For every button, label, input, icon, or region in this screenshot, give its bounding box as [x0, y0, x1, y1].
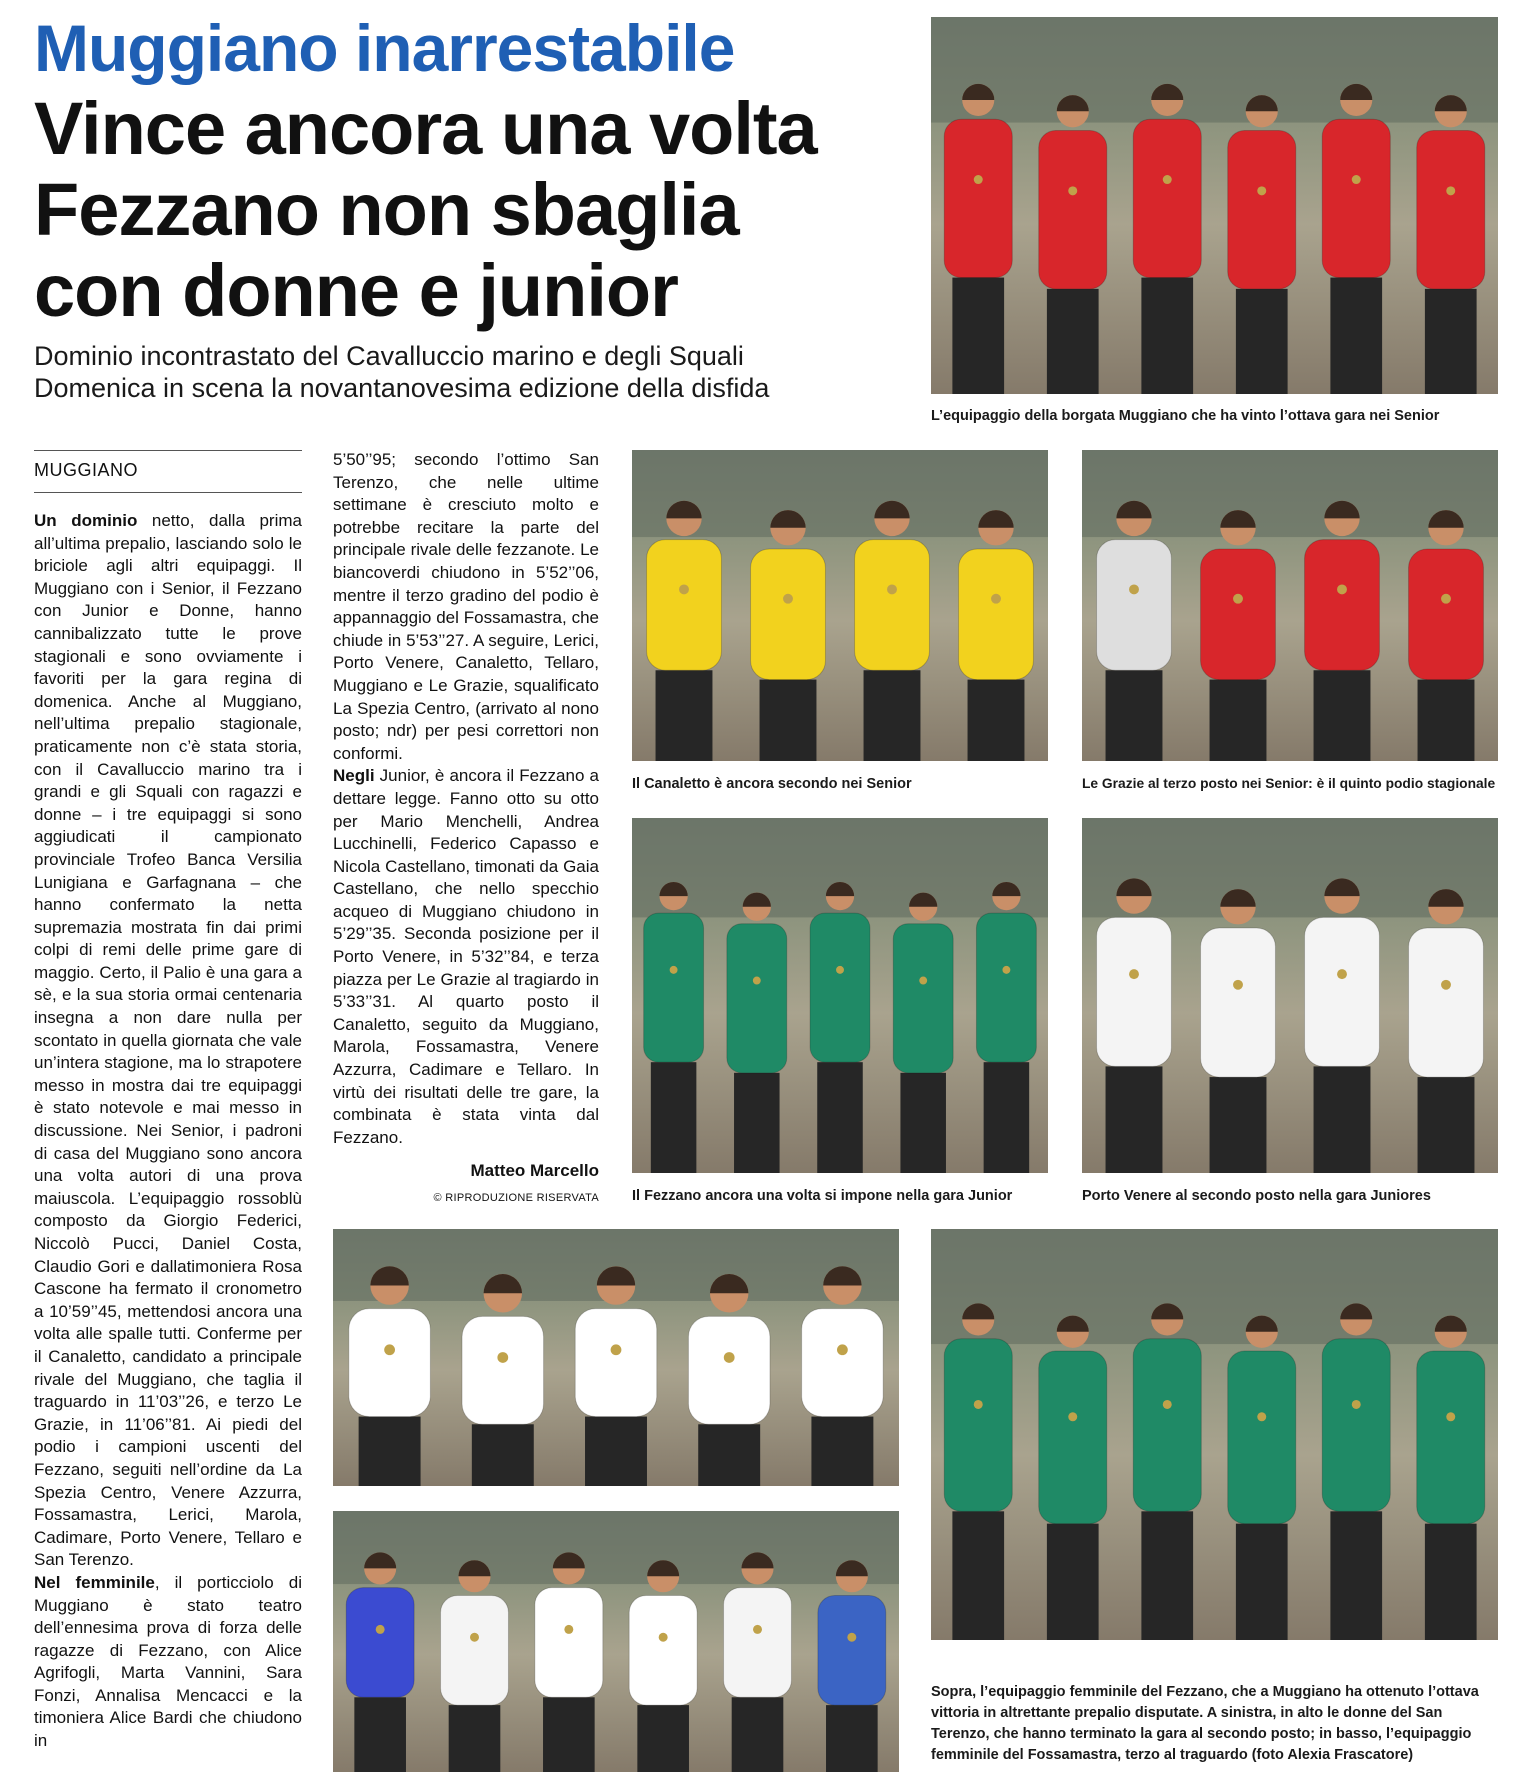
paragraph-body: netto, dalla prima all’ultima prepalio, lasciando solo le briciole agli altri equipaggi. Il Muggiano con i Senior, il Fezzano con Junior e Donne, hanno cannibalizzato tutte le prove stagionali e sono ovviamente i favoriti per la gara regina di domenica. Anche al Muggiano, nell’ultima prepalio stagionale, praticamente non c’è stata storia, con il Cavalluccio marino tra i grandi e gli Squali con ragazzi e donne – i tre equipaggi si sono aggiudicati il campionato provinciale Trofeo Banca Versilia Lunigiana e Garfagnana – che hanno confermato la netta supremazia mostrata fin dai primi colpi di remi delle prime gare di maggio. Certo, il Palio è una gara a sè, e la sua storia ormai centenaria insegna a non dare nulla per scontato in quella giornata che vale un’intera stagione, ma lo strapotere messo in mostra dai tre equipaggi è stato notevole e mai messo in discussione. Nei Senior, i padroni di casa del Muggiano sono ancora una volta autori di una prova maiuscola. L’equipaggio rossoblù composto da Giorgio Federici, Niccolò Pucci, Daniel Costa, Claudio Gori e dallatimoniera Rosa Cascone ha fermato il cronometro a 10’59’’45, mettendosi ancora una volta alle spalle tutti. Conferme per il Canaletto, candidato a principale rivale del Muggiano, che taglia il traguardo in 11’03’’26, e terzo Le Grazie, in 11’06’’81. Ai piedi del podio i campioni uscenti del Fezzano, seguiti nell’ordine da La Spezia Centro, Venere Azzurra, Fossamastra, Lerici, Marola, Cadimare, Porto Venere, Tellaro e San Terenzo. — [34, 511, 302, 1570]
caption-canaletto-senior: Il Canaletto è ancora secondo nei Senior — [632, 776, 912, 792]
person-figure — [1133, 1303, 1201, 1640]
person-figure — [629, 1560, 697, 1772]
article-location: MUGGIANO — [34, 460, 139, 480]
article-byline: Matteo Marcello — [470, 1161, 599, 1180]
photo-illustration — [333, 1229, 899, 1486]
person-figure — [441, 1560, 509, 1772]
person-figure — [1201, 510, 1276, 761]
person-figure — [346, 1552, 414, 1772]
person-figure — [976, 882, 1036, 1173]
person-figure — [1322, 84, 1390, 394]
location-rule-bottom — [34, 492, 302, 493]
paragraph-lead: Nel femminile — [34, 1572, 155, 1592]
location-rule-top — [34, 450, 302, 451]
headline-line-1: Vince ancora una volta — [34, 87, 817, 170]
caption-women-line-1: Sopra, l’equipaggio femminile del Fezzano, che a Muggiano ha ottenuto l’ottava — [931, 1684, 1479, 1700]
photo-illustration — [333, 1511, 899, 1772]
photo-santerenzo-women — [333, 1229, 899, 1486]
article-column-2 — [333, 449, 599, 1149]
photo-fezzano-women — [931, 1229, 1498, 1640]
person-figure — [959, 510, 1034, 761]
photo-illustration — [632, 450, 1048, 761]
person-figure — [818, 1560, 886, 1772]
person-figure — [893, 893, 953, 1173]
paragraph-body: , il porticciolo di Muggiano è stato teatro dell’ennesima prova di forza delle ragazze di Fezzano, con Alice Agrifogli, Marta Vannini, Sara Fonzi, Annalisa Mencacci e la timoniera Alice Bardi che chiudono in — [34, 1572, 302, 1751]
photo-illustration — [931, 1229, 1498, 1640]
person-figure — [535, 1552, 603, 1772]
photo-illustration — [1082, 818, 1498, 1173]
person-figure — [944, 84, 1012, 394]
photo-portovenere-junior — [1082, 818, 1498, 1173]
person-figure — [1322, 1303, 1390, 1640]
caption-portovenere-junior: Porto Venere al secondo posto nella gara Juniores — [1082, 1188, 1431, 1204]
person-figure — [724, 1552, 792, 1772]
person-figure — [727, 893, 787, 1173]
article-headline — [34, 88, 934, 331]
photo-muggiano-senior — [931, 17, 1498, 394]
person-figure — [751, 510, 826, 761]
person-figure — [1201, 889, 1276, 1173]
headline-line-3: con donne e junior — [34, 249, 678, 332]
person-figure — [688, 1274, 770, 1486]
subhead-line-2: Domenica in scena la novantanovesima edizione della disfida — [34, 373, 770, 403]
paragraph-body: Junior, è ancora il Fezzano a dettare legge. Fanno otto su otto per Mario Menchelli, Andrea Lucchinelli, Federico Capasso e Nicola Castellano, timonati da Gaia Castellano, che nello specchio acqueo di Muggiano chiudono in 5’29’’35. Seconda posizione per il Porto Venere, in 5’32’’84, e terza piazza per Le Grazie al tragiardo in 5’33’’31. Al quarto posto il Canaletto, seguito da Muggiano, Marola, Fossamastra, Venere Azzurra, Cadimare e Tellaro. In virtù dei risultati delle tre gare, la combinata è stata vinta dal Fezzano. — [333, 766, 599, 1147]
article-column-1 — [34, 510, 302, 1753]
caption-women-line-2: vittoria in altrettante prepalio disputate. A sinistra, in alto le donne del San — [931, 1705, 1443, 1721]
photo-illustration — [632, 818, 1048, 1173]
photo-canaletto-senior — [632, 450, 1048, 761]
person-figure — [1097, 878, 1172, 1173]
person-figure — [644, 882, 704, 1173]
person-figure — [1409, 889, 1484, 1173]
person-figure — [462, 1274, 544, 1486]
person-figure — [1305, 878, 1380, 1173]
caption-legrazie-senior: Le Grazie al terzo posto nei Senior: è il quinto podio stagionale — [1082, 776, 1496, 791]
person-figure — [1417, 1316, 1485, 1640]
photo-backdrop — [333, 1511, 899, 1584]
paragraph-lead: Un dominio — [34, 511, 138, 530]
photo-credit: (foto Alexia Frascatore) — [1251, 1747, 1414, 1763]
paragraph-lead: Negli — [333, 766, 375, 786]
person-figure — [944, 1303, 1012, 1640]
caption-fezzano-junior: Il Fezzano ancora una volta si impone nella gara Junior — [632, 1188, 1013, 1204]
photo-backdrop — [931, 17, 1498, 123]
copyright-notice: © RIPRODUZIONE RISERVATA — [433, 1192, 599, 1204]
photo-fezzano-junior — [632, 818, 1048, 1173]
person-figure — [647, 501, 722, 761]
person-figure — [1417, 95, 1485, 394]
photo-fossamastra-women — [333, 1511, 899, 1772]
caption-women-line-4: femminile del Fossamastra, terzo al traguardo (foto Alexia Frascatore) — [931, 1747, 1414, 1763]
person-figure — [1133, 84, 1201, 394]
photo-illustration — [1082, 450, 1498, 761]
photo-legrazie-senior — [1082, 450, 1498, 761]
column-2-paragraph-2 — [333, 765, 599, 1149]
subhead-line-1: Dominio incontrastato del Cavalluccio marino e degli Squali — [34, 341, 744, 371]
person-figure — [1097, 501, 1172, 761]
article-kicker: Muggiano inarrestabile — [34, 11, 735, 85]
person-figure — [1409, 510, 1484, 761]
person-figure — [1039, 1316, 1107, 1640]
person-figure — [1039, 95, 1107, 394]
person-figure — [855, 501, 930, 761]
photo-illustration — [931, 17, 1498, 394]
person-figure — [1228, 1316, 1296, 1640]
article-subhead — [34, 340, 894, 404]
person-figure — [1228, 95, 1296, 394]
caption-women — [931, 1682, 1479, 1766]
caption-women-line-3: Terenzo, che hanno terminato la gara al secondo posto; in basso, l’equipaggio — [931, 1726, 1472, 1742]
person-figure — [810, 882, 870, 1173]
column-2-paragraph-1: 5’50’’95; secondo l’ottimo San Terenzo, che nelle ultime settimane è cresciuto molto e potrebbe recitare la parte del principale rivale delle fezzanote. Le biancoverdi chiudono in 5’52’’06, mentre il terzo gradino del podio è appannaggio del Fossamastra, che chiude in 5’53’’27. A seguire, Lerici, Porto Venere, Canaletto, Tellaro, Muggiano e Le Grazie, squalificato La Spezia Centro, (arrivato al nono posto; ndr) per pesi correttori non conformi. — [333, 450, 599, 763]
person-figure — [1305, 501, 1380, 761]
column-1-paragraph-1 — [34, 510, 302, 1572]
caption-muggiano-senior: L’equipaggio della borgata Muggiano che ha vinto l’ottava gara nei Senior — [931, 408, 1440, 424]
photo-backdrop — [931, 1229, 1498, 1344]
column-1-paragraph-2 — [34, 1572, 302, 1753]
headline-line-2: Fezzano non sbaglia — [34, 168, 739, 251]
